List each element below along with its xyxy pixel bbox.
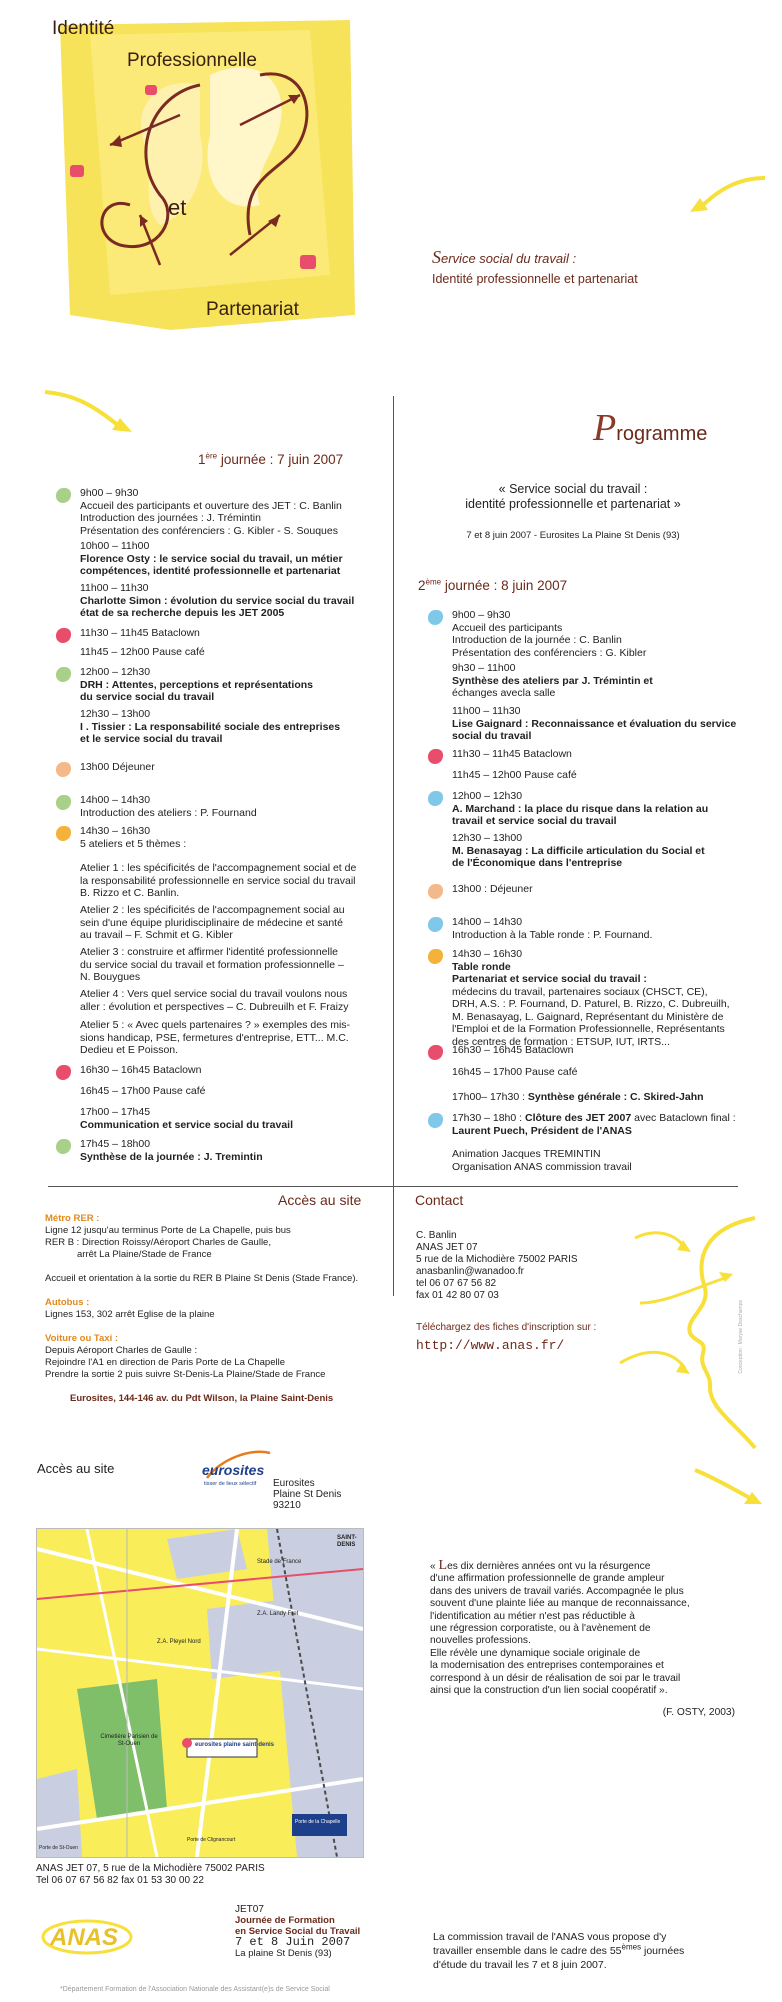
jet-subtitle: Journée de Formation: [235, 1915, 335, 1926]
schedule-speaker: travail et service social du travail: [452, 815, 617, 827]
day2-item: [452, 1112, 736, 1137]
map-label-pleyel: Z.A. Pleyel Nord: [157, 1639, 201, 1645]
commission-line-2: travailler ensemble dans le cadre des 55èmes journées: [433, 1942, 685, 1957]
commission-line-3: d'étude du travail les 7 et 8 juin 2007.: [433, 1959, 607, 1971]
day1-item: [80, 1138, 263, 1163]
schedule-line: Atelier 2 : les spécificités de l'accompagnement social au: [80, 904, 345, 916]
schedule-line: sein d'une équipe pluridisciplinaire de médecine et santé: [80, 916, 343, 929]
schedule-line: 14h30 – 16h30: [80, 825, 151, 837]
day1-item: [80, 1019, 350, 1057]
schedule-line: des centres de formation : ETSUP, IUT, IRTS...: [452, 1035, 670, 1048]
schedule-line: DRH, A.S. : P. Fournand, D. Paturel, B. Rizzo, C. Dubreuilh,: [452, 998, 730, 1010]
day2-item: [452, 883, 533, 896]
day2-item: [452, 705, 736, 743]
schedule-speaker: I . Tissier : La responsabilité sociale des entreprises: [80, 720, 341, 733]
schedule-line: 11h30 – 11h45 Bataclown: [452, 748, 572, 760]
schedule-line: 9h00 – 9h30: [452, 609, 511, 621]
quote-line: nouvelles professions.: [430, 1635, 531, 1647]
schedule-line: N. Bouygues: [80, 971, 141, 983]
day2-item: [452, 609, 646, 659]
day2-item: [452, 662, 653, 700]
map-address: [36, 1863, 265, 1887]
map-label-saint-denis: SAINT-DENIS: [337, 1535, 357, 1549]
schedule-speaker: Synthèse des ateliers par J. Trémintin et: [452, 674, 653, 687]
cover-title-1: Identité: [52, 18, 115, 39]
yellow-arrow-icon: [40, 382, 150, 442]
schedule-line: Atelier 1 : les spécificités de l'accompagnement social et de: [80, 862, 357, 874]
header-line-2: Identité professionnelle et partenariat: [432, 272, 638, 286]
bullet-blob-icon: [428, 791, 443, 806]
anas-logo-text: ANAS: [50, 1924, 119, 1951]
eurosites-logo-sub: tisser de lieux sélectif: [204, 1481, 257, 1487]
quote-line: ainsi que la construction d'un lien social coopératif ».: [430, 1685, 668, 1697]
bullet-blob-icon: [428, 749, 443, 764]
map-label-cimetiere: Cimetière Parisien de St-Ouen: [100, 1734, 158, 1748]
car-line-2: Rejoindre l'A1 en direction de Paris Porte de La Chapelle: [45, 1357, 285, 1368]
schedule-speaker: Florence Osty : le service social du travail, un métier: [80, 552, 343, 565]
schedule-line: 13h00 Déjeuner: [80, 761, 155, 773]
schedule-line: Introduction des ateliers : P. Fournand: [80, 806, 257, 819]
map-graphic: [37, 1529, 363, 1857]
bullet-blob-icon: [56, 667, 71, 682]
car-line-3: Prendre la sortie 2 puis suivre St-Denis-La Plaine/Stade de France: [45, 1369, 326, 1380]
schedule-line: échanges avecla salle: [452, 687, 556, 699]
quote-author: (F. OSTY, 2003): [662, 1707, 735, 1719]
schedule-line: aller : évolution et perspectives – C. Dubreuilh et F. Fraizy: [80, 1000, 349, 1013]
cover-title-3: et: [168, 195, 187, 220]
schedule-speaker: Charlotte Simon : évolution du service social du travail: [80, 594, 355, 607]
commission-block: [433, 1930, 684, 1972]
day1-item: [80, 946, 344, 984]
quote-line: une régression corporatiste, ou à l'avènement de: [430, 1623, 651, 1635]
bullet-blob-icon: [56, 1065, 71, 1080]
bullet-blob-icon: [56, 628, 71, 643]
schedule-line: Introduction de la journée : C. Banlin: [452, 634, 622, 646]
schedule-line: 16h30 – 16h45 Bataclown: [80, 1064, 202, 1076]
schedule-line: 12h30 – 13h00: [80, 708, 151, 720]
jet-place: La plaine St Denis (93): [235, 1948, 332, 1959]
map-address-line-1: ANAS JET 07, 5 rue de la Michodière 75002 PARIS: [36, 1863, 265, 1874]
day2-item: [452, 1091, 704, 1104]
contact-fax: fax 01 42 80 07 03: [416, 1290, 499, 1301]
schedule-line: Présentation des conférenciers : G. Kibler - S. Souques: [80, 524, 338, 537]
day1-item: [80, 627, 200, 640]
day2-item: [452, 832, 705, 870]
map-label-st-ouen: Porte de St-Ouen: [39, 1845, 78, 1851]
schedule-line: au travail – F. Schmit et G. Kibler: [80, 929, 233, 941]
cover-illustration: [50, 15, 360, 335]
day2-item: [452, 1044, 573, 1057]
bus-text: Lignes 153, 302 arrêt Eglise de la plaine: [45, 1309, 215, 1320]
schedule-line: Organisation ANAS commission travail: [452, 1160, 632, 1173]
schedule-line: M. Benasayag, L. Gaignard, Représentant du Ministère de: [452, 1010, 724, 1023]
schedule-line: Atelier 4 : Vers quel service social du travail voulons nous: [80, 988, 348, 1000]
venue-name: Eurosites: [273, 1478, 315, 1489]
contact-title: Contact: [415, 1192, 464, 1208]
day1-item: [80, 666, 313, 704]
schedule-speaker: état de sa recherche depuis les JET 2005: [80, 607, 285, 619]
schedule-line: Atelier 3 : construire et affirmer l'identité professionnelle: [80, 946, 339, 958]
schedule-line: B. Rizzo et C. Banlin.: [80, 887, 180, 899]
day1-item: [80, 988, 348, 1013]
metro-line-1: Ligne 12 jusqu'au terminus Porte de La Chapelle, puis bus: [45, 1225, 291, 1236]
day1-item: [80, 761, 155, 774]
day1-item: [80, 540, 343, 578]
eurosites-logo: [202, 1448, 266, 1508]
map-section-title: Accès au site: [37, 1461, 115, 1476]
anas-logo: [40, 1917, 134, 1957]
day2-item: [452, 1066, 578, 1079]
day1-item: [80, 904, 345, 942]
contact-org: ANAS JET 07: [416, 1242, 478, 1253]
day2-item: [452, 769, 577, 782]
schedule-line: l'Emploi et de la Formation Professionnelle, Représentants: [452, 1023, 725, 1035]
schedule-line: 17h00– 17h30 : Synthèse générale : C. Skired-Jahn: [452, 1091, 704, 1103]
day1-title: 1ère journée : 7 juin 2007: [198, 451, 344, 467]
bus-heading: Autobus :: [45, 1297, 90, 1308]
venue-block: [273, 1478, 341, 1511]
schedule-line: 13h00 : Déjeuner: [452, 883, 533, 895]
jet-code: JET07: [235, 1904, 264, 1915]
schedule-line: Introduction à la Table ronde : P. Fournand.: [452, 928, 653, 941]
access-map[interactable]: [36, 1528, 364, 1858]
quote-line: l'identification au métier n'est pas réductible à: [430, 1610, 635, 1622]
schedule-line: 5 ateliers et 5 thèmes :: [80, 837, 187, 850]
quote-line-first: « Les dix dernières années ont vu la résurgence: [430, 1558, 651, 1573]
jet-dates: 7 et 8 Juin 2007: [235, 1935, 351, 1949]
schedule-line: 9h30 – 11h00: [452, 662, 516, 674]
schedule-speaker: de l'Économique dans l'entreprise: [452, 857, 623, 869]
schedule-line: 16h30 – 16h45 Bataclown: [452, 1044, 574, 1056]
day2-item: [452, 916, 652, 941]
day2-item: [452, 948, 730, 1048]
download-text: Téléchargez des fiches d'inscription sur :: [416, 1322, 597, 1333]
venue-postcode: 93210: [273, 1500, 301, 1511]
quote-line: Elle révèle une dynamique sociale originale de: [430, 1647, 641, 1659]
day1-item: [80, 862, 356, 900]
programme-subtitle-1: « Service social du travail :: [498, 482, 648, 496]
schedule-line: du service social du travail et formation professionnelle –: [80, 958, 344, 971]
schedule-line: médecins du travail, partenaires sociaux (CHSCT, CE),: [452, 985, 708, 998]
schedule-speaker: Communication et service social du travail: [80, 1118, 293, 1131]
metro-line-2: RER B : Direction Roissy/Aéroport Charles de Gaulle,: [45, 1237, 271, 1248]
day1-item: [80, 825, 186, 850]
schedule-line: 17h00 – 17h45: [80, 1106, 151, 1118]
accueil-text: Accueil et orientation à la sortie du RER B Plaine St Denis (Stade France).: [45, 1273, 359, 1284]
venue-address: Eurosites, 144-146 av. du Pdt Wilson, la Plaine Saint-Denis: [70, 1393, 334, 1404]
bullet-blob-icon: [56, 488, 71, 503]
day1-item: [80, 1064, 201, 1077]
commission-line-1: La commission travail de l'ANAS vous propose d'y: [433, 1931, 667, 1943]
day1-item: [80, 794, 257, 819]
car-heading: Voiture ou Taxi :: [45, 1333, 119, 1344]
yellow-arrow-icon: [690, 1460, 770, 1510]
eurosites-logo-text: eurosites: [202, 1462, 265, 1478]
venue-city: Plaine St Denis: [273, 1489, 342, 1500]
schedule-line: Introduction des journées : J. Trémintin: [80, 512, 261, 524]
schedule-speaker: Lise Gaignard : Reconnaissance et évaluation du service: [452, 717, 737, 730]
schedule-line: 11h30 – 11h45 Bataclown: [80, 627, 200, 639]
contact-email[interactable]: anasbanlin@wanadoo.fr: [416, 1266, 525, 1277]
schedule-line: 16h45 – 17h00 Pause café: [80, 1085, 206, 1097]
contact-tel: tel 06 07 67 56 82: [416, 1278, 497, 1289]
quote-block: [430, 1560, 735, 1720]
jet-subtitle-2: en Service Social du Travail: [235, 1926, 361, 1937]
contact-address: 5 rue de la Michodière 75002 PARIS: [416, 1254, 578, 1265]
bullet-blob-icon: [428, 1045, 443, 1060]
acces-block: [45, 1213, 375, 1405]
day1-item: [80, 1085, 206, 1098]
metro-line-3: arrêt La Plaine/Stade de France: [77, 1249, 212, 1260]
schedule-speaker: M. Benasayag : La difficile articulation du Social et: [452, 844, 705, 857]
schedule-speaker: social du travail: [452, 730, 532, 742]
day1-item: [80, 582, 354, 620]
header-line-1: Service social du travail :: [432, 247, 577, 267]
day2-item: [452, 790, 708, 828]
schedule-line: 14h30 – 16h30: [452, 948, 523, 960]
quote-line: dans des univers de travail variés. Accompagnée le plus: [430, 1585, 684, 1597]
schedule-line: Dedieu et E Poisson.: [80, 1044, 179, 1056]
schedule-speaker: A. Marchand : la place du risque dans la relation au: [452, 802, 709, 815]
schedule-speaker: compétences, identité professionnelle et partenariat: [80, 565, 341, 577]
schedule-line: la responsabilité professionnelle en service social du travail: [80, 874, 356, 887]
day2-item: [452, 748, 572, 761]
department-note: *Département Formation de l'Association Nationale des Assistant(e)s de Service Social: [60, 1986, 330, 1993]
schedule-line: Accueil des participants: [452, 621, 563, 634]
programme-subtitle: [408, 482, 738, 512]
schedule-line: 11h00 – 11h30: [452, 705, 521, 717]
quote-line: la modernisation des entreprises contemporaines et: [430, 1660, 664, 1672]
bullet-blob-icon: [428, 917, 443, 932]
contact-block: [416, 1230, 596, 1352]
schedule-line: 11h00 – 11h30: [80, 582, 149, 594]
day2-item: [452, 1148, 632, 1173]
programme-title: Programme: [593, 407, 708, 449]
bullet-blob-icon: [56, 826, 71, 841]
schedule-line: 12h00 – 12h30: [80, 666, 151, 678]
map-label-eurosites: eurosites plaine saint-denis: [195, 1742, 275, 1748]
programme-subtitle-2: identité professionnelle et partenariat »: [465, 497, 681, 511]
schedule-line: 9h00 – 9h30: [80, 487, 139, 499]
bullet-blob-icon: [428, 884, 443, 899]
bullet-blob-icon: [428, 610, 443, 625]
quote-line: souvent d'une plainte liée au manque de reconnaissance,: [430, 1598, 690, 1610]
column-divider: [393, 396, 394, 1296]
section-divider: [48, 1186, 738, 1187]
cover-title-2: Professionnelle: [127, 50, 257, 71]
map-label-clignancourt: Porte de Clignancourt: [187, 1837, 236, 1843]
schedule-speaker: Synthèse de la journée : J. Tremintin: [80, 1150, 263, 1163]
quote-line: correspond à un désir de réalisation de soi par le travail: [430, 1672, 681, 1684]
schedule-line: sions handicap, PSE, fermetures d'entreprise, ETT... M.C.: [80, 1031, 349, 1044]
jet-block: [235, 1904, 360, 1959]
bullet-blob-icon: [56, 795, 71, 810]
bullet-blob-icon: [428, 1113, 443, 1128]
bullet-blob-icon: [428, 949, 443, 964]
car-line-1: Depuis Aéroport Charles de Gaulle :: [45, 1345, 198, 1356]
bullet-blob-icon: [56, 1139, 71, 1154]
map-address-line-2: Tel 06 07 67 56 82 fax 01 53 30 00 22: [36, 1875, 204, 1886]
schedule-speaker: Laurent Puech, Président de l'ANAS: [452, 1124, 632, 1137]
schedule-line: 16h45 – 17h00 Pause café: [452, 1066, 578, 1078]
schedule-line: 14h00 – 14h30: [452, 916, 523, 928]
schedule-line: 11h45 – 12h00 Pause café: [452, 769, 577, 781]
day1-item: [80, 1106, 293, 1131]
anas-link[interactable]: http://www.anas.fr/: [416, 1338, 565, 1353]
quote-line: d'une affirmation professionnelle de grande ampleur: [430, 1573, 665, 1585]
schedule-line: 14h00 – 14h30: [80, 794, 151, 806]
schedule-line: Animation Jacques TREMINTIN: [452, 1148, 601, 1160]
schedule-line: 12h30 – 13h00: [452, 832, 523, 844]
schedule-line: Accueil des participants et ouverture des JET : C. Banlin: [80, 499, 342, 512]
map-label-stade: Stade de France: [257, 1559, 302, 1565]
schedule-speaker: Table ronde: [452, 960, 511, 973]
map-label-chapelle: Porte de la Chapelle: [295, 1819, 341, 1825]
bullet-blob-icon: [56, 762, 71, 777]
acces-title: Accès au site: [278, 1192, 362, 1208]
side-credit: Conception : Maryse Deschamps: [738, 1300, 744, 1374]
schedule-line: 11h45 – 12h00 Pause café: [80, 646, 205, 658]
map-label-landy: Z.A. Landy Fret: [257, 1611, 299, 1617]
cover-title-4: Partenariat: [206, 299, 299, 320]
programme-dates: 7 et 8 juin 2007 - Eurosites La Plaine St Denis (93): [466, 530, 680, 541]
schedule-speaker: et le service social du travail: [80, 733, 223, 745]
schedule-line: 17h45 – 18h00: [80, 1138, 151, 1150]
day2-title: 2ème journée : 8 juin 2007: [418, 577, 568, 593]
metro-heading: Métro RER :: [45, 1213, 100, 1224]
schedule-speaker: du service social du travail: [80, 691, 215, 703]
schedule-speaker: Partenariat et service social du travail :: [452, 973, 647, 985]
day1-item: [80, 646, 205, 659]
day1-item: [80, 708, 340, 746]
day1-item: [80, 487, 342, 537]
schedule-line: 12h00 – 12h30: [452, 790, 523, 802]
yellow-arrow-icon: [680, 168, 770, 218]
schedule-line: 10h00 – 11h00: [80, 540, 150, 552]
schedule-line: Atelier 5 : « Avec quels partenaires ? » exemples des mis-: [80, 1019, 351, 1031]
schedule-line: 17h30 – 18h0 : Clôture des JET 2007 avec Bataclown final :: [452, 1112, 736, 1124]
schedule-speaker: DRH : Attentes, perceptions et représentations: [80, 678, 313, 691]
contact-name: C. Banlin: [416, 1230, 457, 1241]
schedule-line: Présentation des conférenciers : G. Kibler: [452, 646, 647, 659]
